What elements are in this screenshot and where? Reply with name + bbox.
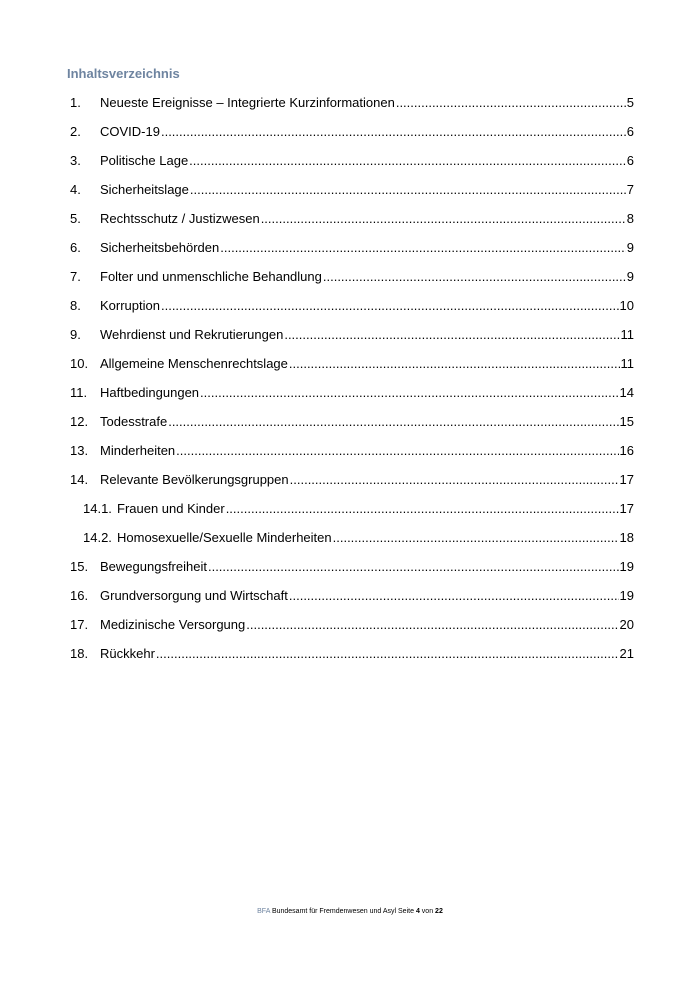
toc-entry-title: Grundversorgung und Wirtschaft xyxy=(100,587,288,603)
toc-entry-page: 15 xyxy=(619,413,634,429)
toc-leader-dots xyxy=(190,182,626,198)
toc-entry-number: 3. xyxy=(70,152,81,168)
toc-entry-page: 16 xyxy=(619,442,634,458)
toc-entry-title: Sicherheitsbehörden xyxy=(100,239,220,255)
toc-entry-page: 9 xyxy=(626,268,634,284)
toc-leader-dots xyxy=(200,385,619,401)
toc-entry-number: 5. xyxy=(70,210,81,226)
toc-entry-number: 15. xyxy=(70,558,89,574)
toc-leader-dots xyxy=(156,646,619,662)
toc-entry[interactable] xyxy=(70,639,634,668)
toc-leader-dots xyxy=(226,501,619,517)
toc-entry[interactable] xyxy=(70,233,634,262)
toc-entry[interactable] xyxy=(70,175,634,204)
toc-entry-page: 20 xyxy=(619,616,634,632)
toc-leader-dots xyxy=(289,588,619,604)
toc-entry-title: Rückkehr xyxy=(100,645,155,661)
toc-leader-dots xyxy=(161,124,626,140)
toc-leader-dots xyxy=(289,356,620,372)
toc-entry-title: Homosexuelle/Sexuelle Minderheiten xyxy=(117,529,332,545)
toc-entry-number: 12. xyxy=(70,413,89,429)
footer-page-total: 22 xyxy=(435,908,443,915)
toc-entry-number: 13. xyxy=(70,442,89,458)
toc-entry[interactable] xyxy=(70,117,634,146)
toc-entry-title: Rechtsschutz / Justizwesen xyxy=(100,210,260,226)
toc-leader-dots xyxy=(333,530,619,546)
toc-entry-number: 16. xyxy=(70,587,89,603)
toc-entry-page: 11 xyxy=(620,326,634,342)
toc-entry[interactable] xyxy=(70,291,634,320)
toc-entry-number: 14.2. xyxy=(83,529,112,545)
toc-entry-title: Korruption xyxy=(100,297,160,313)
toc-entry-page: 19 xyxy=(619,587,634,603)
toc-heading: Inhaltsverzeichnis xyxy=(67,66,180,81)
toc-entry[interactable] xyxy=(70,436,634,465)
toc-entry[interactable] xyxy=(70,407,634,436)
toc-entry-page: 17 xyxy=(619,500,634,516)
toc-leader-dots xyxy=(246,617,618,633)
toc-entry[interactable] xyxy=(70,204,634,233)
toc-entry[interactable] xyxy=(70,552,634,581)
toc-entry-number: 10. xyxy=(70,355,89,371)
toc-entry-page: 14 xyxy=(619,384,634,400)
toc-entry-title: Allgemeine Menschenrechtslage xyxy=(100,355,288,371)
footer-brand: BFA xyxy=(257,908,270,915)
toc-entry-number: 11. xyxy=(70,384,88,400)
toc-entry-number: 14.1. xyxy=(83,500,112,516)
toc-entry[interactable] xyxy=(70,581,634,610)
toc-entry-title: Bewegungsfreiheit xyxy=(100,558,207,574)
toc-entry-title: Frauen und Kinder xyxy=(117,500,225,516)
page-footer xyxy=(0,908,700,915)
toc-entry-number: 7. xyxy=(70,268,81,284)
toc-leader-dots xyxy=(396,95,626,111)
toc-entry-page: 18 xyxy=(619,529,634,545)
toc-entry[interactable] xyxy=(70,146,634,175)
toc-entry-title: Haftbedingungen xyxy=(100,384,200,400)
toc-entry-title: Politische Lage xyxy=(100,152,189,168)
toc-leader-dots xyxy=(261,211,626,227)
toc-entry-title: Sicherheitslage xyxy=(100,181,189,197)
toc-entry[interactable] xyxy=(70,349,634,378)
toc-entry-page: 17 xyxy=(619,471,634,487)
toc-entry-page: 21 xyxy=(619,645,634,661)
toc-entry-number: 14. xyxy=(70,471,89,487)
toc-entry-number: 6. xyxy=(70,239,81,255)
toc-entry-title: Wehrdienst und Rekrutierungen xyxy=(100,326,284,342)
toc-entry-page: 8 xyxy=(626,210,634,226)
toc-leader-dots xyxy=(220,240,626,256)
footer-of-word: von xyxy=(421,908,434,915)
toc-entry-page: 6 xyxy=(626,152,634,168)
toc-entry[interactable] xyxy=(70,262,634,291)
footer-page-word: Seite xyxy=(398,908,414,915)
toc-entry-page: 10 xyxy=(619,297,634,313)
toc-entry-number: 8. xyxy=(70,297,81,313)
toc-leader-dots xyxy=(176,443,618,459)
toc-entry-title: Neueste Ereignisse – Integrierte Kurzinformationen xyxy=(100,94,395,110)
toc-entry-page: 11 xyxy=(620,355,634,371)
toc-entry[interactable] xyxy=(70,88,634,117)
toc-entry-number: 9. xyxy=(70,326,81,342)
toc-entry-title: COVID-19 xyxy=(100,123,160,139)
toc-leader-dots xyxy=(189,153,626,169)
toc-entry-number: 1. xyxy=(70,94,81,110)
toc-leader-dots xyxy=(323,269,626,285)
toc-leader-dots xyxy=(168,414,618,430)
toc-entry-number: 2. xyxy=(70,123,81,139)
toc-entry-title: Folter und unmenschliche Behandlung xyxy=(100,268,322,284)
toc-entry-number: 18. xyxy=(70,645,89,661)
toc-entry-title: Medizinische Versorgung xyxy=(100,616,246,632)
toc-subentry[interactable] xyxy=(70,523,634,552)
toc-entry[interactable] xyxy=(70,378,634,407)
toc-leader-dots xyxy=(290,472,619,488)
toc-entry[interactable] xyxy=(70,610,634,639)
footer-page-current: 4 xyxy=(415,908,420,915)
toc-leader-dots xyxy=(161,298,619,314)
toc-entry-page: 9 xyxy=(626,239,634,255)
toc-entry-title: Relevante Bevölkerungsgruppen xyxy=(100,471,289,487)
toc-leader-dots xyxy=(208,559,619,575)
toc-entry-page: 19 xyxy=(619,558,634,574)
toc-list xyxy=(70,88,634,668)
toc-entry-page: 6 xyxy=(626,123,634,139)
toc-entry-page: 5 xyxy=(626,94,634,110)
toc-leader-dots xyxy=(284,327,619,343)
toc-entry-page: 7 xyxy=(626,181,634,197)
toc-entry-number: 4. xyxy=(70,181,81,197)
toc-subentry[interactable] xyxy=(70,494,634,523)
toc-entry-title: Minderheiten xyxy=(100,442,176,458)
toc-entry-number: 17. xyxy=(70,616,89,632)
footer-organization: Bundesamt für Fremdenwesen und Asyl xyxy=(271,908,397,915)
toc-entry-title: Todesstrafe xyxy=(100,413,168,429)
toc-entry[interactable] xyxy=(70,320,634,349)
toc-entry[interactable] xyxy=(70,465,634,494)
